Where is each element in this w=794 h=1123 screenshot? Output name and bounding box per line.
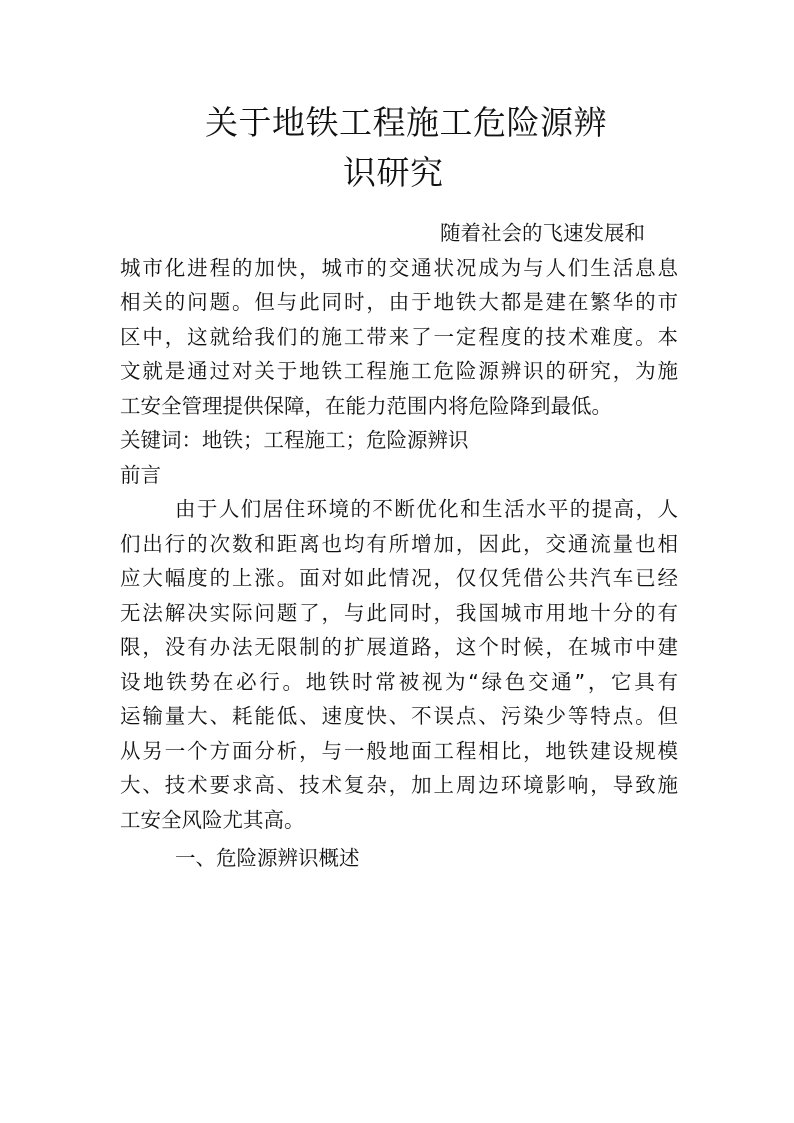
preface-paragraph (120, 492, 678, 837)
title-line-1: 关于地铁工程施工危险源辨 (205, 103, 607, 142)
preface-line: 应大幅度的上涨。面对如此情况，仅仅凭借公共汽车已经 (120, 566, 678, 590)
abstract-line: 城市化进程的加快，城市的交通状况成为与人们生活息息 (120, 255, 678, 280)
abstract (120, 216, 678, 423)
abstract-line: 文就是通过对关于地铁工程施工危险源辨识的研究，为施 (120, 359, 678, 383)
section-heading: 一、危险源辨识概述 (175, 846, 360, 870)
abstract-line: 相关的问题。但与此同时，由于地铁大都是建在繁华的市 (120, 290, 678, 314)
preface-line: 大、技术要求高、技术复杂，加上周边环境影响，导致施 (120, 773, 678, 797)
preface-line: 由于人们居住环境的不断优化和生活水平的提高，人 (175, 497, 678, 521)
abstract-line: 随着社会的飞速发展和 (440, 221, 645, 245)
abstract-line: 工安全管理提供保障，在能力范围内将危险降到最低。 (120, 393, 612, 418)
abstract-line: 区中，这就给我们的施工带来了一定程度的技术难度。本 (120, 324, 678, 349)
preface-line: 们出行的次数和距离也均有所增加，因此，交通流量也相 (120, 531, 678, 556)
preface-line: 运输量大、耗能低、速度快、不误点、污染少等特点。但 (120, 704, 678, 728)
preface-line: 从另一个方面分析，与一般地面工程相比，地铁建设规模 (120, 738, 678, 763)
preface-line: 工安全风险尤其高。 (120, 807, 305, 832)
preface-line: 设地铁势在必行。地铁时常被视为“绿色交通”，它具有 (120, 669, 678, 694)
keywords: 关键词：地铁；工程施工；危险源辨识 (120, 428, 469, 452)
preface-heading: 前言 (120, 462, 161, 487)
document-body (120, 216, 678, 876)
preface-line: 无法解决实际问题了，与此同时，我国城市用地十分的有 (120, 600, 678, 625)
document-title (205, 98, 675, 198)
preface-line: 限，没有办法无限制的扩展道路，这个时候，在城市中建 (120, 635, 678, 659)
title-line-2: 识研究 (343, 153, 444, 192)
